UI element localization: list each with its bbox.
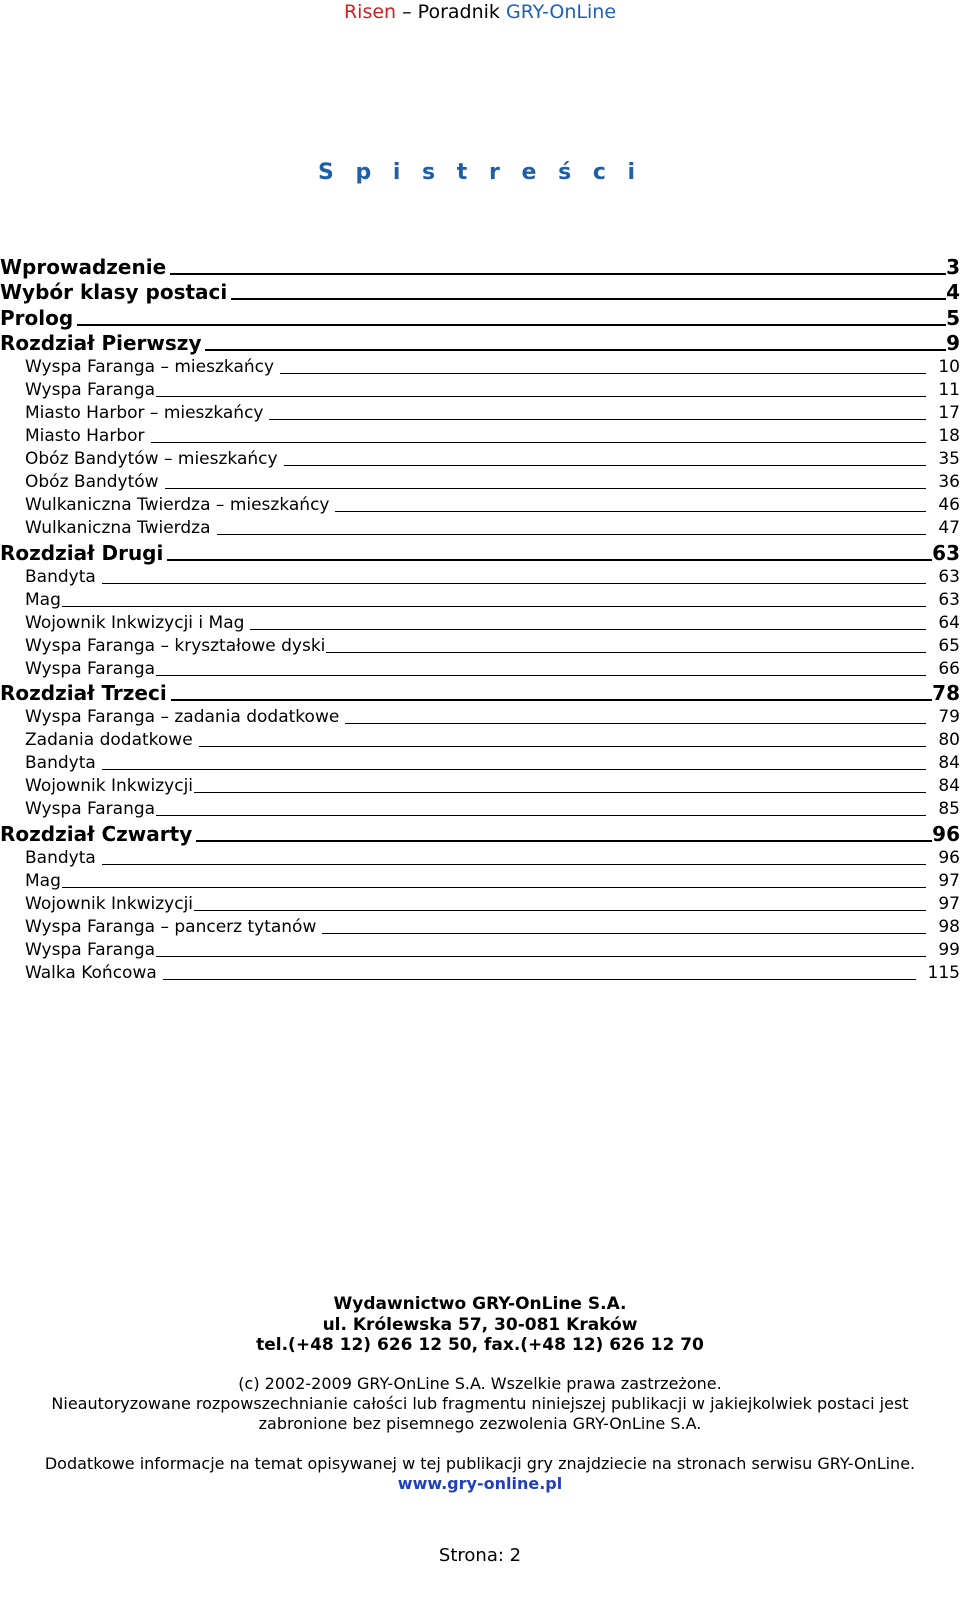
toc-entry-label: Rozdział Drugi	[0, 540, 164, 565]
toc-entry-page: 63	[938, 566, 960, 587]
toc-entry-page: 79	[938, 707, 960, 727]
toc-entry-label: Wojownik Inkwizycji	[25, 776, 194, 796]
toc-entry-label: Wyspa Faranga – mieszkańcy	[25, 357, 275, 377]
publisher-info	[0, 1294, 960, 1356]
toc-leader-line	[284, 465, 927, 466]
toc-entry[interactable]	[0, 892, 960, 915]
toc-leader-line	[163, 979, 916, 980]
copyright-line: (c) 2002-2009 GRY-OnLine S.A. Wszelkie prawa zastrzeżone.	[238, 1374, 722, 1393]
toc-entry[interactable]	[0, 470, 960, 493]
toc-entry-label: Wulkaniczna Twierdza	[25, 518, 211, 538]
extra-info	[0, 1454, 960, 1494]
toc-entry[interactable]	[0, 253, 960, 279]
toc-leader-line	[194, 792, 926, 793]
toc-leader-line	[156, 956, 926, 957]
extra-info-text: Dodatkowe informacje na temat opisywanej w tej publikacji gry znajdziecie na stronach serwisu GRY-OnLine.	[44, 1454, 916, 1473]
toc-entry-label: Wyspa Faranga – zadania dodatkowe	[25, 707, 340, 727]
toc-entry-label: Wybór klasy postaci	[0, 280, 228, 304]
toc-entry-label: Zadania dodatkowe	[25, 730, 193, 750]
toc-leader-line	[77, 324, 946, 326]
toc-entry-page: 99	[938, 939, 960, 960]
toc-entry[interactable]	[0, 820, 960, 846]
toc-entry-page: 80	[938, 730, 960, 750]
toc-entry-label: Mag	[25, 870, 61, 891]
toc-entry[interactable]	[0, 279, 960, 305]
page-number: Strona: 2	[438, 1545, 522, 1566]
toc-entry-page: 46	[938, 495, 960, 515]
toc-entry-page: 63	[938, 589, 960, 610]
toc-entry-label: Miasto Harbor	[25, 426, 145, 446]
toc-entry-label: Wyspa Faranga – kryształowe dyski	[25, 635, 326, 656]
toc-leader-line	[167, 559, 932, 561]
toc-leader-line	[171, 699, 932, 701]
toc-entry[interactable]	[0, 961, 960, 984]
toc-entry-label: Wojownik Inkwizycji i Mag	[25, 612, 245, 633]
toc-entry-page: 11	[938, 380, 960, 400]
toc-leader-line	[250, 629, 926, 630]
toc-leader-line	[196, 840, 932, 842]
toc-leader-line	[194, 910, 926, 911]
toc-entry-page: 10	[938, 357, 960, 377]
toc-entry-label: Wyspa Faranga	[25, 658, 156, 679]
toc-leader-line	[205, 349, 946, 351]
toc-entry-label: Wulkaniczna Twierdza – mieszkańcy	[25, 495, 330, 515]
toc-entry-page: 78	[932, 681, 960, 705]
toc-entry-label: Rozdział Czwarty	[0, 821, 193, 846]
toc-entry[interactable]	[0, 680, 960, 706]
toc-leader-line	[156, 675, 926, 676]
toc-entry-label: Obóz Bandytów	[25, 472, 159, 492]
toc-leader-line	[62, 887, 926, 888]
toc-entry-label: Bandyta	[25, 847, 96, 868]
toc-leader-line	[326, 652, 926, 653]
toc-entry-page: 36	[938, 472, 960, 492]
toc-entry[interactable]	[0, 705, 960, 728]
toc-entry-label: Rozdział Trzeci	[0, 681, 167, 705]
toc-entry[interactable]	[0, 657, 960, 680]
toc-entry-page: 66	[938, 658, 960, 679]
toc-entry-page: 84	[938, 753, 960, 773]
toc-entry-label: Wyspa Faranga	[25, 939, 156, 960]
publisher-phone: tel.(+48 12) 626 12 50, fax.(+48 12) 626 12 70	[256, 1335, 704, 1355]
toc-entry-page: 64	[938, 612, 960, 633]
toc-entry-page: 9	[946, 331, 960, 355]
toc-entry[interactable]	[0, 304, 960, 330]
toc-entry[interactable]	[0, 938, 960, 961]
toc-entry-label: Rozdział Pierwszy	[0, 331, 202, 355]
toc-leader-line	[156, 396, 926, 397]
toc-entry-page: 63	[932, 540, 960, 565]
toc-entry-label: Wyspa Faranga	[25, 799, 156, 819]
toc-entry-page: 47	[938, 518, 960, 538]
toc-entry-label: Wyspa Faranga – pancerz tytanów	[25, 916, 317, 937]
toc-entry-label: Bandyta	[25, 566, 96, 587]
toc-leader-line	[345, 723, 926, 724]
toc-entry[interactable]	[0, 516, 960, 539]
toc-entry-page: 3	[946, 254, 960, 279]
toc-entry[interactable]	[0, 447, 960, 470]
header-brand: GRY-OnLine	[505, 1, 617, 23]
toc-entry[interactable]	[0, 728, 960, 751]
toc-entry[interactable]	[0, 330, 960, 356]
toc-entry-label: Bandyta	[25, 753, 96, 773]
publisher-address: ul. Królewska 57, 30-081 Kraków	[322, 1314, 638, 1335]
toc-entry-page: 84	[938, 776, 960, 796]
toc-entry[interactable]	[0, 611, 960, 634]
toc-leader-line	[102, 769, 927, 770]
toc-entry[interactable]	[0, 869, 960, 892]
toc-entry-page: 17	[938, 403, 960, 423]
toc-leader-line	[335, 511, 926, 512]
toc-entry[interactable]	[0, 774, 960, 797]
toc-entry[interactable]	[0, 378, 960, 401]
toc-leader-line	[322, 933, 926, 934]
toc-entry-page: 18	[938, 426, 960, 446]
toc-entry-page: 96	[932, 821, 960, 846]
toc-entry[interactable]	[0, 565, 960, 588]
toc-entry-page: 97	[938, 870, 960, 891]
toc-entry-label: Walka Końcowa	[25, 962, 157, 983]
toc-leader-line	[151, 442, 927, 443]
toc-entry-page: 98	[938, 916, 960, 937]
toc-entry[interactable]	[0, 588, 960, 611]
toc-leader-line	[102, 583, 927, 584]
toc-entry[interactable]	[0, 634, 960, 657]
toc-title: S p i s t r e ś c i	[317, 160, 643, 185]
toc-entry[interactable]	[0, 751, 960, 774]
table-of-contents	[0, 253, 960, 984]
toc-leader-line	[280, 373, 926, 374]
toc-leader-line	[102, 864, 927, 865]
toc-entry-page: 97	[938, 893, 960, 914]
toc-entry[interactable]	[0, 915, 960, 938]
toc-leader-line	[231, 298, 946, 300]
toc-entry[interactable]	[0, 424, 960, 447]
toc-entry[interactable]	[0, 493, 960, 516]
toc-entry[interactable]	[0, 539, 960, 565]
toc-entry-label: Mag	[25, 589, 61, 610]
copyright-notice	[0, 1374, 960, 1434]
toc-entry-page: 85	[938, 799, 960, 819]
page-header	[0, 0, 960, 24]
toc-leader-line	[156, 815, 926, 816]
toc-entry[interactable]	[0, 846, 960, 869]
toc-entry-page: 4	[946, 280, 960, 304]
toc-entry-page: 115	[927, 962, 960, 983]
toc-entry-page: 65	[938, 635, 960, 656]
toc-leader-line	[199, 746, 927, 747]
toc-leader-line	[170, 273, 946, 275]
toc-leader-line	[269, 419, 926, 420]
toc-leader-line	[165, 488, 927, 489]
toc-entry[interactable]	[0, 355, 960, 378]
toc-entry-label: Prolog	[0, 305, 74, 330]
toc-entry[interactable]	[0, 401, 960, 424]
toc-leader-line	[217, 534, 927, 535]
toc-entry-page: 35	[938, 449, 960, 469]
website-link[interactable]: www.gry-online.pl	[397, 1474, 563, 1493]
toc-entry-label: Wojownik Inkwizycji	[25, 893, 194, 914]
publisher-name: Wydawnictwo GRY-OnLine S.A.	[333, 1294, 627, 1314]
toc-entry-page: 96	[938, 847, 960, 868]
toc-entry-label: Obóz Bandytów – mieszkańcy	[25, 449, 278, 469]
header-game-title: Risen	[343, 1, 397, 23]
header-separator: – Poradnik	[396, 1, 506, 23]
toc-entry[interactable]	[0, 797, 960, 820]
copyright-warning-line-2: zabronione bez pisemnego zezwolenia GRY-OnLine S.A.	[258, 1414, 702, 1433]
toc-entry-label: Wyspa Faranga	[25, 380, 156, 400]
toc-entry-label: Wprowadzenie	[0, 254, 167, 279]
toc-leader-line	[62, 606, 926, 607]
toc-entry-label: Miasto Harbor – mieszkańcy	[25, 403, 264, 423]
toc-entry-page: 5	[946, 305, 960, 330]
copyright-warning-line: Nieautoryzowane rozpowszechnianie całości lub fragmentu niniejszej publikacji w jakiejkolwiek postaci jest	[51, 1394, 909, 1413]
